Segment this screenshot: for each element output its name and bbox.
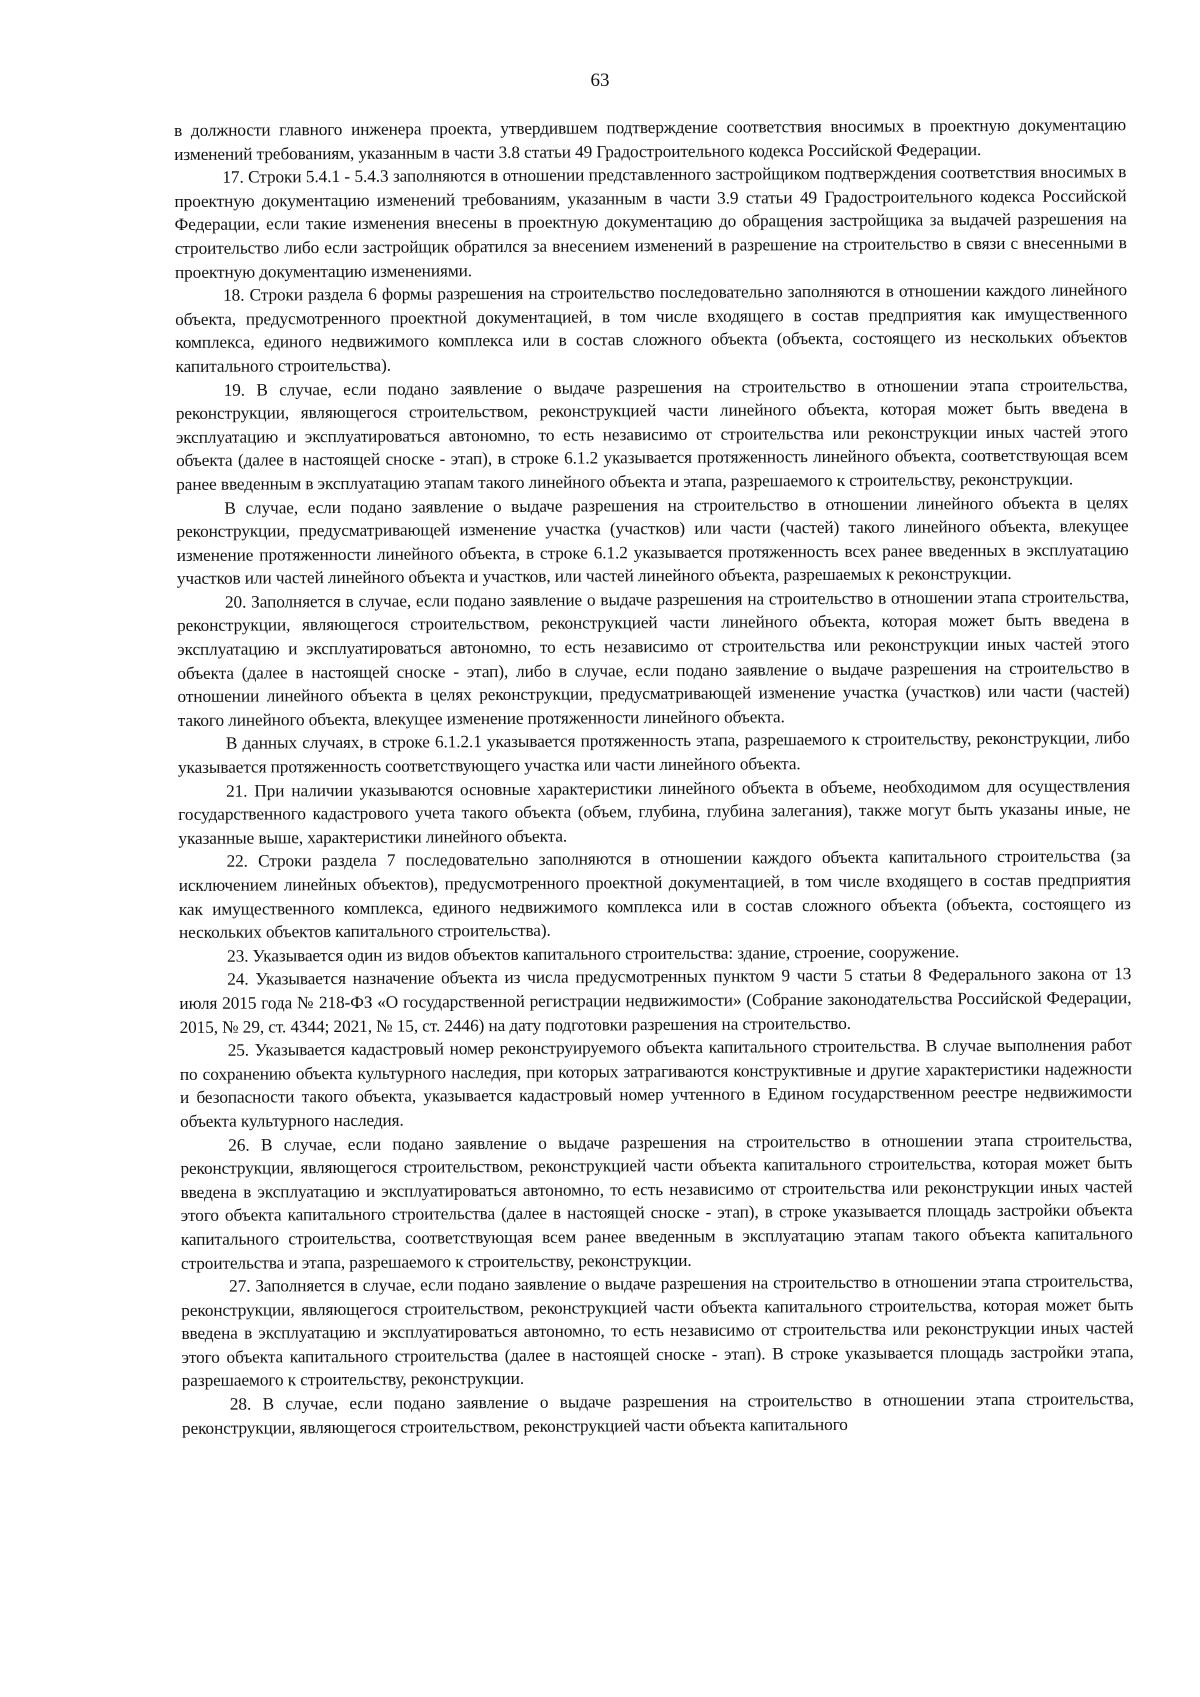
paragraph-28: 28. В случае, если подано заявление о выдаче разрешения на строительство в отношении этапа строительства, реконструкции, являющегося строительством, реконструкцией части объекта капитального [181,1389,1134,1438]
paragraph-25: 25. Указывается кадастровый номер реконструируемого объекта капитального строительства. В случае выполнения работ по сохранению объекта культурного наследия, при которых затрагиваются конструктивные и другие характеристики надежности и безопасности такого объекта, указывается кадастровый номер учтенного в Едином государственном реестре недвижимости объекта культурного наследия. [179,1035,1133,1131]
paragraph-continuation: в должности главного инженера проекта, утвердившем подтверждение соответствия вносимых в проектную документацию изменений требованиям, указанным в части 3.8 статьи 49 Градостроительного кодекса Российской Федерации. [174,115,1127,164]
paragraph-18: 18. Строки раздела 6 формы разрешения на строительство последовательно заполняются в отношении каждого линейного объекта, предусмотренного проектной документацией, в том числе входящего в состав предприятия как имущественного комплекса, единого недвижимого комплекса или в состав сложного объекта (объекта, состоящего из нескольких объектов капитального строительства). [175,280,1128,376]
paragraph-17: 17. Строки 5.4.1 - 5.4.3 заполняются в отношении представленного застройщиком подтверждения соответствия вносимых в проектную документацию изменений требованиям, указанным в части 3.9 статьи 49 Градостроительного кодекса Российской Федерации, если такие изменения внесены в проектную документацию до обращения застройщика за выдачей разрешения на строительство либо если застройщик обратился за внесением изменений в разрешение на строительство в связи с внесенными в проектную документацию изменениями. [174,162,1127,282]
paragraph-20: 20. Заполняется в случае, если подано заявление о выдаче разрешения на строительство в отношении этапа строительства, реконструкции, являющегося строительством, реконструкцией части линейного объекта, которая может быть введена в эксплуатацию и эксплуатироваться автономно, то есть независимо от строительства или реконструкции иных частей этого объекта (далее в настоящей сноске - этап), либо в случае, если подано заявление о выдаче разрешения на строительство в отношении линейного объекта в целях реконструкции, предусматривающей изменение участка (участков) или части (частей) такого линейного объекта, влекущее изменение протяженности линейного объекта. [177,587,1130,730]
paragraph-19: 19. В случае, если подано заявление о выдаче разрешения на строительство в отношении этапа строительства, реконструкции, являющегося строительством, реконструкцией части линейного объекта, которая может быть введена в эксплуатацию и эксплуатироваться автономно, то есть независимо от строительства или реконструкции иных частей этого объекта (далее в настоящей сноске - этап), в строке 6.1.2 указывается протяженность линейного объекта, соответствующая всем ранее введенным в эксплуатацию этапам такого линейного объекта и этапа, разрешаемого к строительству, реконструкции. [175,374,1129,494]
page-number: 63 [590,70,610,91]
paragraph-26: 26. В случае, если подано заявление о выдаче разрешения на строительство в отношении этапа строительства, реконструкции, являющегося строительством, реконструкцией части объекта капитального строительства, которая может быть введена в эксплуатацию и эксплуатироваться автономно, то есть независимо от строительства или реконструкции иных частей этого объекта капитального строительства (далее в настоящей сноске - этап), в строке указывается площадь застройки объекта капитального строительства, соответствующая всем ранее введенным в эксплуатацию этапам такого объекта капитального строительства и этапа, разрешаемого к строительству, реконструкции. [180,1129,1133,1273]
document-body [174,113,1134,1440]
paragraph-19-continued: В случае, если подано заявление о выдаче разрешения на строительство в отношении линейного объекта в целях реконструкции, предусматривающей изменение участка (участков) или части (частей) такого линейного объекта, влекущее изменение протяженности линейного объекта, в строке 6.1.2 указывается протяженность всех ранее введенных в эксплуатацию участков или частей линейного объекта и участков, или частей линейного объекта, разрешаемых к реконструкции. [176,492,1129,589]
paragraph-21: 21. При наличии указываются основные характеристики линейного объекта в объеме, необходимом для осуществления государственного кадастрового учета такого объекта (объем, глубина, глубина залегания), также могут быть указаны иные, не указанные выше, характеристики линейного объекта. [178,775,1131,848]
paragraph-23: 23. Указывается один из видов объектов капитального строительства: здание, строение, сооружение. [227,942,960,966]
paragraph-27: 27. Заполняется в случае, если подано заявление о выдаче разрешения на строительство в отношении этапа строительства, реконструкции, являющегося строительством, реконструкцией части объекта капитального строительства, которая может быть введена в эксплуатацию и эксплуатироваться автономно, то есть независимо от строительства или реконструкции иных частей этого объекта капитального строительства (далее в настоящей сноске - этап). В строке указывается площадь застройки этапа, разрешаемого к строительству, реконструкции. [181,1271,1134,1391]
paragraph-24: 24. Указывается назначение объекта из числа предусмотренных пунктом 9 части 5 статьи 8 Федерального закона от 13 июля 2015 года № 218-ФЗ «О государственной регистрации недвижимости» (Собрание законодательства Российской Федерации, 2015, № 29, ст. 4344; 2021, № 15, ст. 2446) на дату подготовки разрешения на строительство. [179,964,1132,1037]
paragraph-20-continued: В данных случаях, в строке 6.1.2.1 указывается протяженность этапа, разрешаемого к строительству, реконструкции, либо указывается протяженность соответствующего участка или части линейного объекта. [177,728,1130,778]
paragraph-22: 22. Строки раздела 7 последовательно заполняются в отношении каждого объекта капитального строительства (за исключением линейных объектов), предусмотренного проектной документацией, в том числе входящего в состав предприятия как имущественного комплекса, единого недвижимого комплекса или в состав сложного объекта (объекта, состоящего из нескольких объектов капитального строительства). [178,846,1131,943]
